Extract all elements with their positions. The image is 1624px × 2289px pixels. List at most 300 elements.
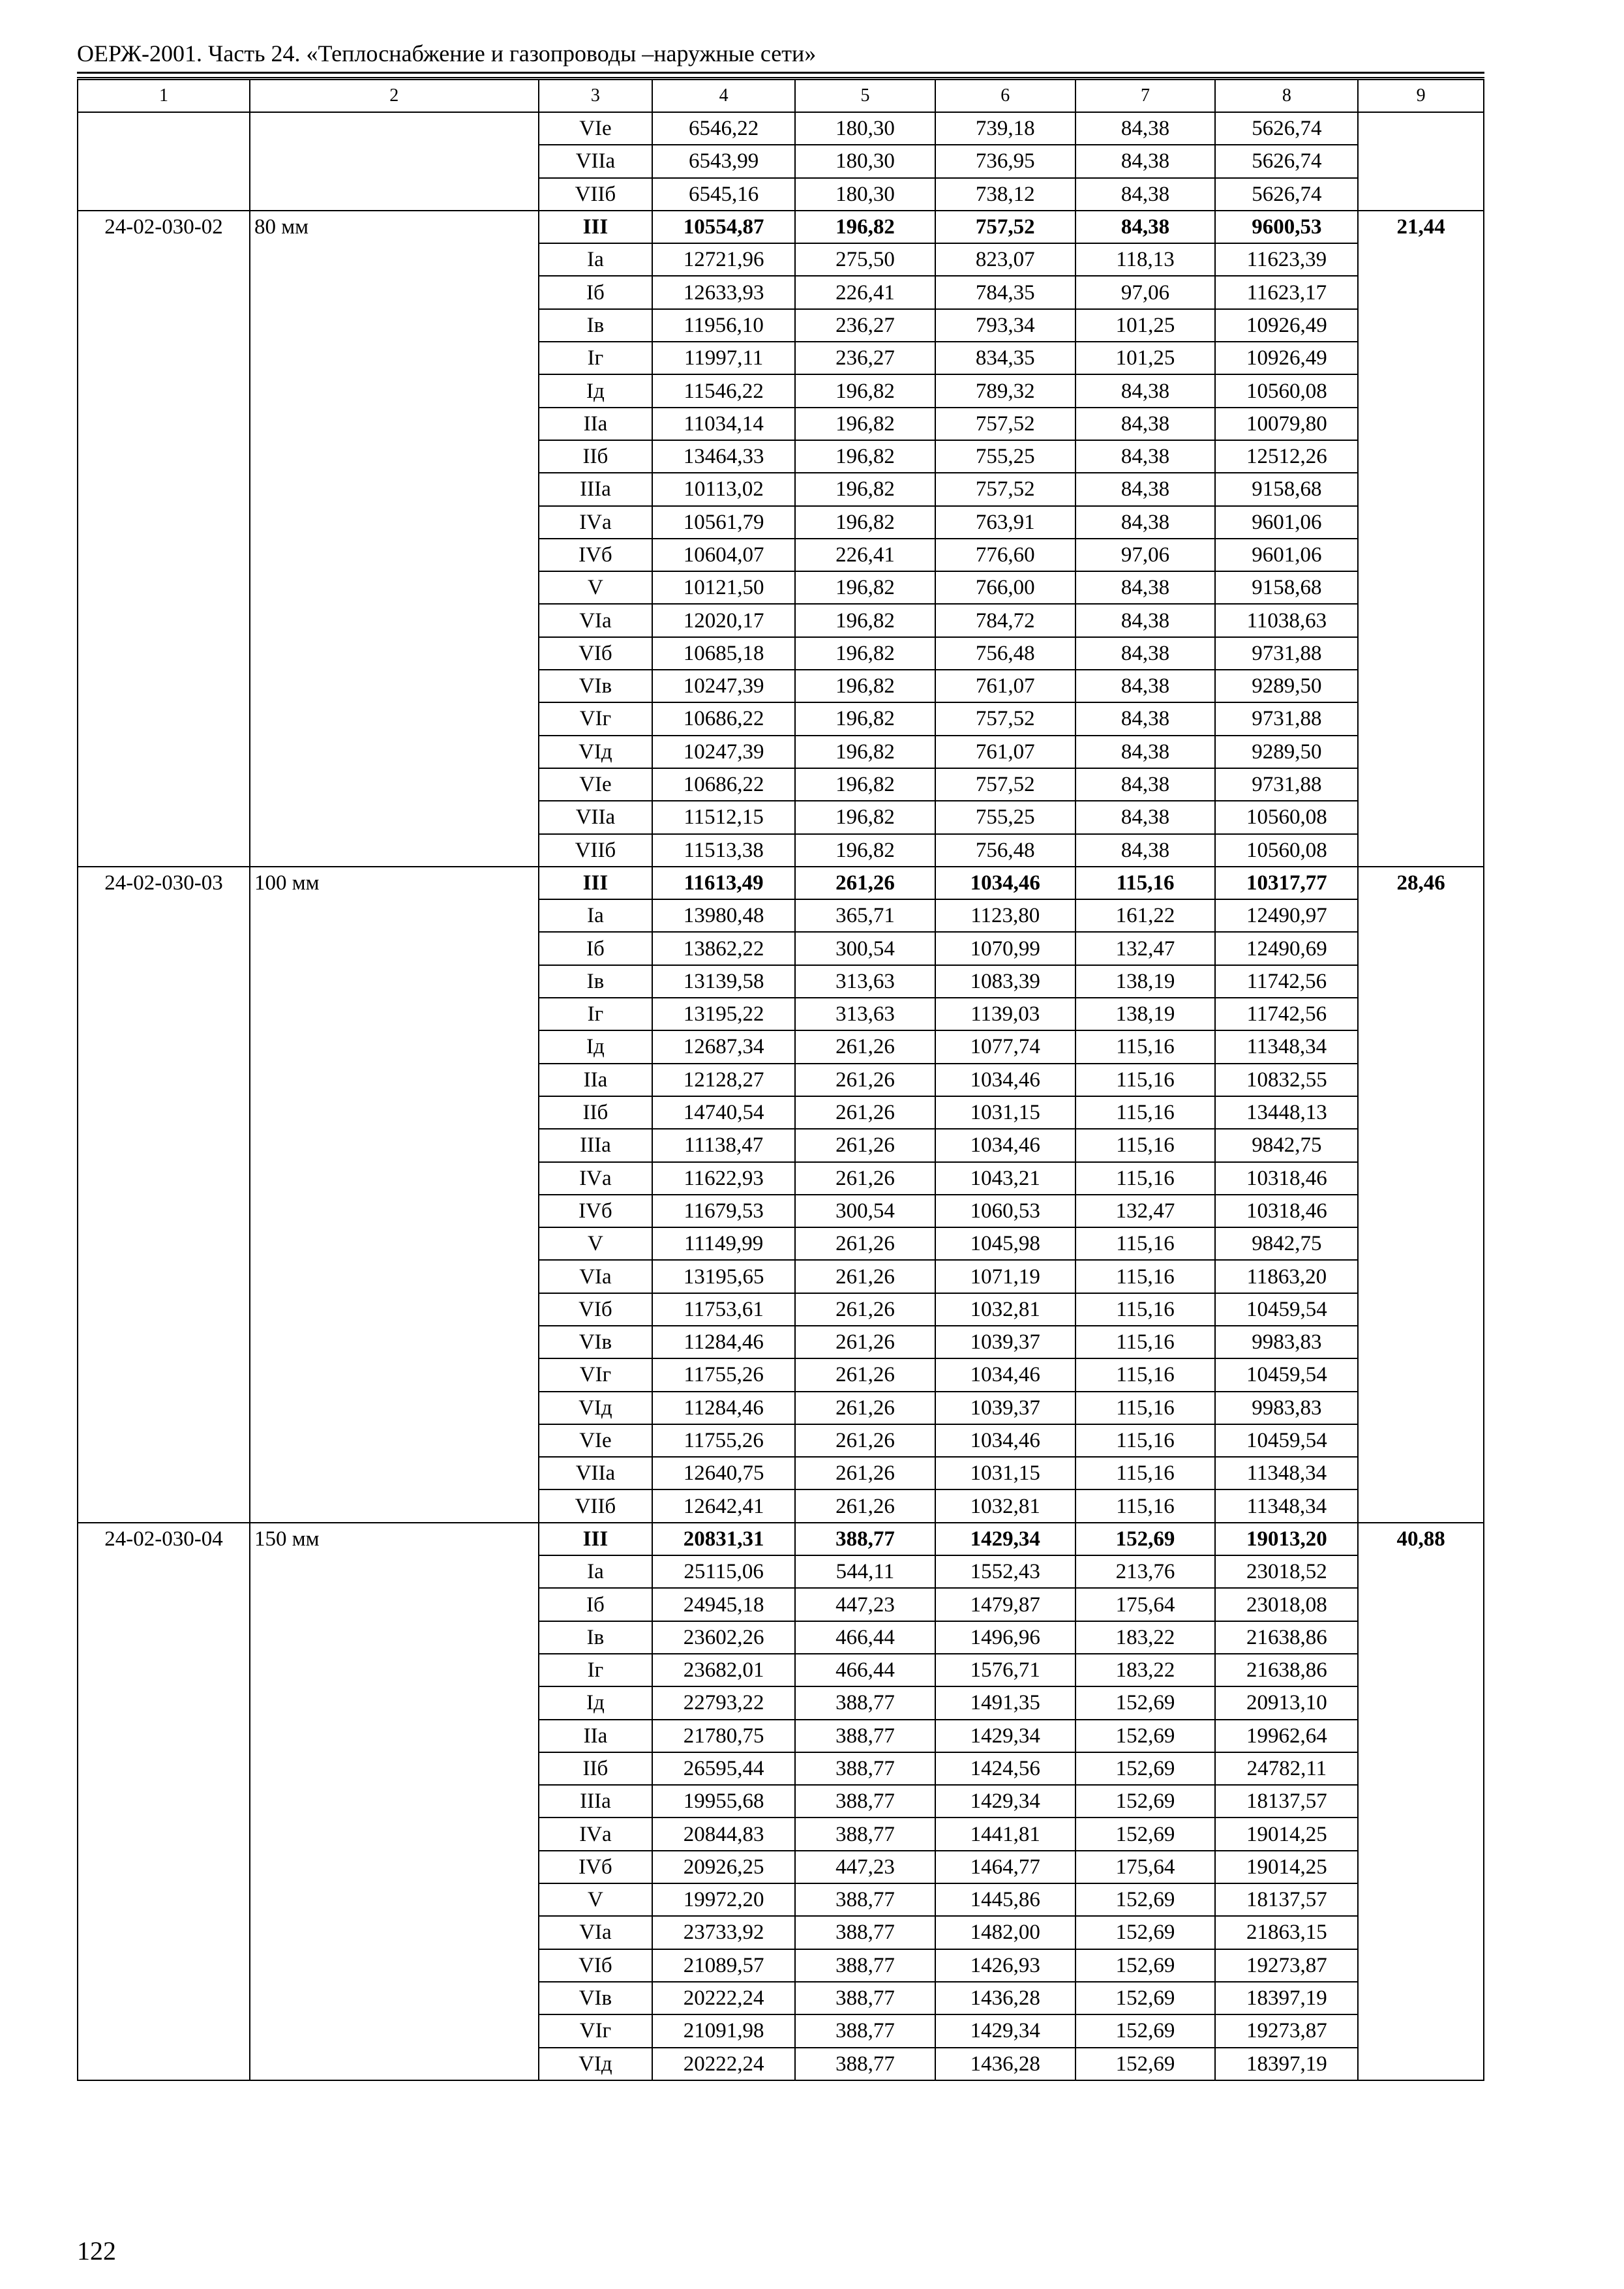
value-cell-c8: 10560,08 bbox=[1215, 834, 1358, 867]
value-cell-c8: 21863,15 bbox=[1215, 1916, 1358, 1949]
value-cell-c5: 236,27 bbox=[795, 342, 935, 374]
value-cell-c5: 180,30 bbox=[795, 178, 935, 211]
value-cell-c6: 1031,15 bbox=[935, 1096, 1075, 1129]
zone-cell: VIIб bbox=[539, 834, 653, 867]
value-cell-c6: 784,72 bbox=[935, 604, 1075, 636]
value-cell-c5: 261,26 bbox=[795, 867, 935, 899]
value-cell-c6: 1070,99 bbox=[935, 932, 1075, 965]
zone-cell: IIб bbox=[539, 1096, 653, 1129]
value-cell-c5: 196,82 bbox=[795, 604, 935, 636]
value-cell-c4: 10685,18 bbox=[652, 637, 795, 670]
value-cell-c4: 20222,24 bbox=[652, 1982, 795, 2014]
zone-cell: VIг bbox=[539, 702, 653, 735]
value-cell-c5: 388,77 bbox=[795, 1720, 935, 1752]
value-cell-c4: 12128,27 bbox=[652, 1064, 795, 1096]
value-cell-c5: 261,26 bbox=[795, 1326, 935, 1358]
zone-cell: Iв bbox=[539, 309, 653, 342]
rate-code-cell: 24-02-030-02 bbox=[78, 211, 250, 867]
value-cell-c7: 152,69 bbox=[1075, 1818, 1216, 1850]
value-cell-c4: 11513,38 bbox=[652, 834, 795, 867]
table-row bbox=[78, 1523, 1484, 1555]
value-cell-c4: 11138,47 bbox=[652, 1129, 795, 1161]
header-rule-thick bbox=[77, 72, 1484, 74]
value-cell-c6: 1426,93 bbox=[935, 1949, 1075, 1982]
value-cell-c8: 19014,25 bbox=[1215, 1818, 1358, 1850]
zone-cell: VIб bbox=[539, 1949, 653, 1982]
value-cell-c4: 11753,61 bbox=[652, 1293, 795, 1326]
value-cell-c7: 84,38 bbox=[1075, 112, 1216, 145]
value-cell-c6: 1039,37 bbox=[935, 1392, 1075, 1424]
value-cell-c6: 757,52 bbox=[935, 473, 1075, 505]
value-cell-c5: 196,82 bbox=[795, 211, 935, 243]
value-cell-c4: 6543,99 bbox=[652, 145, 795, 177]
value-cell-c5: 544,11 bbox=[795, 1555, 935, 1588]
value-cell-c8: 10079,80 bbox=[1215, 408, 1358, 440]
value-cell-c6: 1032,81 bbox=[935, 1293, 1075, 1326]
value-cell-c5: 388,77 bbox=[795, 1523, 935, 1555]
value-cell-c6: 761,07 bbox=[935, 670, 1075, 702]
value-cell-c4: 6545,16 bbox=[652, 178, 795, 211]
value-cell-c5: 196,82 bbox=[795, 571, 935, 604]
value-cell-c4: 19972,20 bbox=[652, 1883, 795, 1916]
value-cell-c8: 18397,19 bbox=[1215, 2048, 1358, 2080]
value-cell-c7: 84,38 bbox=[1075, 670, 1216, 702]
value-cell-c5: 236,27 bbox=[795, 309, 935, 342]
value-cell-c7: 138,19 bbox=[1075, 998, 1216, 1030]
value-cell-c8: 11742,56 bbox=[1215, 965, 1358, 998]
value-cell-c7: 115,16 bbox=[1075, 1293, 1216, 1326]
column-number: 5 bbox=[795, 80, 935, 112]
rate-code-cell: 24-02-030-04 bbox=[78, 1523, 250, 2080]
value-cell-c5: 196,82 bbox=[795, 440, 935, 473]
value-cell-c8: 10459,54 bbox=[1215, 1424, 1358, 1457]
value-cell-c5: 388,77 bbox=[795, 1949, 935, 1982]
value-cell-c5: 261,26 bbox=[795, 1096, 935, 1129]
value-cell-c7: 152,69 bbox=[1075, 1916, 1216, 1949]
rate-code-cell: 24-02-030-03 bbox=[78, 867, 250, 1523]
value-cell-c7: 84,38 bbox=[1075, 178, 1216, 211]
value-cell-c5: 365,71 bbox=[795, 899, 935, 932]
value-cell-c4: 10247,39 bbox=[652, 670, 795, 702]
value-cell-c5: 388,77 bbox=[795, 1785, 935, 1818]
zone-cell: Iб bbox=[539, 932, 653, 965]
value-cell-c6: 1034,46 bbox=[935, 1129, 1075, 1161]
zone-cell: Iд bbox=[539, 1686, 653, 1719]
zone-cell: IVа bbox=[539, 1818, 653, 1850]
rate-code-cell bbox=[78, 112, 250, 211]
value-cell-c8: 9731,88 bbox=[1215, 637, 1358, 670]
zone-cell: VIв bbox=[539, 1326, 653, 1358]
value-cell-c8: 12490,97 bbox=[1215, 899, 1358, 932]
zone-cell: IVб bbox=[539, 539, 653, 571]
value-cell-c7: 115,16 bbox=[1075, 867, 1216, 899]
value-cell-c7: 97,06 bbox=[1075, 276, 1216, 308]
value-cell-c8: 12490,69 bbox=[1215, 932, 1358, 965]
value-cell-c8: 18137,57 bbox=[1215, 1785, 1358, 1818]
value-cell-c5: 388,77 bbox=[795, 1752, 935, 1785]
value-cell-c6: 1464,77 bbox=[935, 1851, 1075, 1883]
value-cell-c7: 84,38 bbox=[1075, 408, 1216, 440]
value-cell-c6: 1429,34 bbox=[935, 1523, 1075, 1555]
value-cell-c8: 10560,08 bbox=[1215, 374, 1358, 407]
zone-cell: Iд bbox=[539, 1030, 653, 1063]
value-cell-c4: 6546,22 bbox=[652, 112, 795, 145]
labor-cost-cell: 21,44 bbox=[1358, 211, 1484, 867]
value-cell-c4: 25115,06 bbox=[652, 1555, 795, 1588]
value-cell-c8: 9983,83 bbox=[1215, 1392, 1358, 1424]
value-cell-c8: 5626,74 bbox=[1215, 112, 1358, 145]
value-cell-c7: 101,25 bbox=[1075, 342, 1216, 374]
value-cell-c5: 196,82 bbox=[795, 408, 935, 440]
zone-cell: Iб bbox=[539, 276, 653, 308]
value-cell-c4: 10554,87 bbox=[652, 211, 795, 243]
value-cell-c7: 84,38 bbox=[1075, 801, 1216, 833]
pipe-diameter-cell: 150 мм bbox=[250, 1523, 539, 2080]
value-cell-c6: 1441,81 bbox=[935, 1818, 1075, 1850]
value-cell-c6: 757,52 bbox=[935, 768, 1075, 801]
value-cell-c7: 84,38 bbox=[1075, 604, 1216, 636]
value-cell-c8: 11348,34 bbox=[1215, 1030, 1358, 1063]
value-cell-c5: 196,82 bbox=[795, 473, 935, 505]
zone-cell: VIIб bbox=[539, 178, 653, 211]
zone-cell: IIа bbox=[539, 1064, 653, 1096]
value-cell-c4: 20222,24 bbox=[652, 2048, 795, 2080]
value-cell-c8: 9731,88 bbox=[1215, 702, 1358, 735]
value-cell-c7: 101,25 bbox=[1075, 309, 1216, 342]
zone-cell: VIIа bbox=[539, 801, 653, 833]
value-cell-c5: 196,82 bbox=[795, 736, 935, 768]
value-cell-c6: 739,18 bbox=[935, 112, 1075, 145]
value-cell-c7: 213,76 bbox=[1075, 1555, 1216, 1588]
zone-cell: VIе bbox=[539, 112, 653, 145]
value-cell-c4: 10604,07 bbox=[652, 539, 795, 571]
value-cell-c6: 757,52 bbox=[935, 211, 1075, 243]
zone-cell: IVа bbox=[539, 1162, 653, 1195]
value-cell-c4: 21089,57 bbox=[652, 1949, 795, 1982]
value-cell-c5: 261,26 bbox=[795, 1227, 935, 1260]
value-cell-c7: 115,16 bbox=[1075, 1162, 1216, 1195]
value-cell-c5: 196,82 bbox=[795, 768, 935, 801]
value-cell-c4: 24945,18 bbox=[652, 1588, 795, 1621]
zone-cell: III bbox=[539, 211, 653, 243]
value-cell-c8: 9289,50 bbox=[1215, 670, 1358, 702]
value-cell-c7: 115,16 bbox=[1075, 1260, 1216, 1293]
zone-cell: VIг bbox=[539, 2014, 653, 2047]
value-cell-c7: 115,16 bbox=[1075, 1030, 1216, 1063]
value-cell-c6: 1034,46 bbox=[935, 1424, 1075, 1457]
value-cell-c8: 21638,86 bbox=[1215, 1654, 1358, 1686]
value-cell-c7: 84,38 bbox=[1075, 834, 1216, 867]
value-cell-c7: 152,69 bbox=[1075, 1720, 1216, 1752]
value-cell-c4: 11284,46 bbox=[652, 1326, 795, 1358]
value-cell-c8: 10459,54 bbox=[1215, 1293, 1358, 1326]
value-cell-c7: 115,16 bbox=[1075, 1326, 1216, 1358]
value-cell-c5: 196,82 bbox=[795, 834, 935, 867]
value-cell-c6: 834,35 bbox=[935, 342, 1075, 374]
value-cell-c5: 466,44 bbox=[795, 1654, 935, 1686]
value-cell-c5: 388,77 bbox=[795, 2014, 935, 2047]
header-rule-thin bbox=[77, 77, 1484, 78]
zone-cell: Iа bbox=[539, 243, 653, 276]
value-cell-c5: 447,23 bbox=[795, 1588, 935, 1621]
value-cell-c4: 11956,10 bbox=[652, 309, 795, 342]
value-cell-c6: 1496,96 bbox=[935, 1621, 1075, 1654]
value-cell-c5: 196,82 bbox=[795, 637, 935, 670]
value-cell-c6: 1039,37 bbox=[935, 1326, 1075, 1358]
value-cell-c5: 261,26 bbox=[795, 1392, 935, 1424]
column-number: 7 bbox=[1075, 80, 1216, 112]
zone-cell: IIIа bbox=[539, 1129, 653, 1161]
value-cell-c7: 97,06 bbox=[1075, 539, 1216, 571]
zone-cell: VIе bbox=[539, 768, 653, 801]
value-cell-c5: 226,41 bbox=[795, 276, 935, 308]
value-cell-c5: 388,77 bbox=[795, 1982, 935, 2014]
table-body bbox=[78, 80, 1484, 2080]
value-cell-c5: 300,54 bbox=[795, 932, 935, 965]
value-cell-c8: 19014,25 bbox=[1215, 1851, 1358, 1883]
value-cell-c7: 175,64 bbox=[1075, 1588, 1216, 1621]
value-cell-c7: 138,19 bbox=[1075, 965, 1216, 998]
value-cell-c4: 21091,98 bbox=[652, 2014, 795, 2047]
value-cell-c6: 1491,35 bbox=[935, 1686, 1075, 1719]
value-cell-c4: 11284,46 bbox=[652, 1392, 795, 1424]
value-cell-c8: 9601,06 bbox=[1215, 539, 1358, 571]
table-row bbox=[78, 112, 1484, 145]
value-cell-c7: 183,22 bbox=[1075, 1654, 1216, 1686]
value-cell-c7: 152,69 bbox=[1075, 1523, 1216, 1555]
zone-cell: Iг bbox=[539, 1654, 653, 1686]
value-cell-c5: 261,26 bbox=[795, 1129, 935, 1161]
value-cell-c7: 115,16 bbox=[1075, 1392, 1216, 1424]
value-cell-c6: 1424,56 bbox=[935, 1752, 1075, 1785]
zone-cell: VIг bbox=[539, 1358, 653, 1391]
value-cell-c6: 1139,03 bbox=[935, 998, 1075, 1030]
value-cell-c7: 152,69 bbox=[1075, 1785, 1216, 1818]
zone-cell: VIб bbox=[539, 1293, 653, 1326]
value-cell-c8: 10560,08 bbox=[1215, 801, 1358, 833]
value-cell-c5: 180,30 bbox=[795, 145, 935, 177]
rates-table bbox=[77, 79, 1484, 2081]
value-cell-c6: 776,60 bbox=[935, 539, 1075, 571]
value-cell-c6: 793,34 bbox=[935, 309, 1075, 342]
zone-cell: IIб bbox=[539, 440, 653, 473]
zone-cell: IVб bbox=[539, 1195, 653, 1227]
zone-cell: Iв bbox=[539, 965, 653, 998]
pipe-diameter-cell: 100 мм bbox=[250, 867, 539, 1523]
value-cell-c4: 13464,33 bbox=[652, 440, 795, 473]
column-number: 3 bbox=[539, 80, 653, 112]
zone-cell: Iд bbox=[539, 374, 653, 407]
value-cell-c5: 261,26 bbox=[795, 1424, 935, 1457]
value-cell-c8: 11348,34 bbox=[1215, 1489, 1358, 1522]
value-cell-c8: 11623,17 bbox=[1215, 276, 1358, 308]
value-cell-c5: 466,44 bbox=[795, 1621, 935, 1654]
value-cell-c5: 388,77 bbox=[795, 1916, 935, 1949]
value-cell-c8: 11863,20 bbox=[1215, 1260, 1358, 1293]
value-cell-c8: 10317,77 bbox=[1215, 867, 1358, 899]
value-cell-c5: 388,77 bbox=[795, 1818, 935, 1850]
column-number: 6 bbox=[935, 80, 1075, 112]
value-cell-c8: 10459,54 bbox=[1215, 1358, 1358, 1391]
value-cell-c4: 12633,93 bbox=[652, 276, 795, 308]
value-cell-c7: 115,16 bbox=[1075, 1424, 1216, 1457]
value-cell-c4: 11622,93 bbox=[652, 1162, 795, 1195]
value-cell-c8: 10926,49 bbox=[1215, 342, 1358, 374]
value-cell-c8: 10926,49 bbox=[1215, 309, 1358, 342]
value-cell-c5: 313,63 bbox=[795, 965, 935, 998]
value-cell-c7: 115,16 bbox=[1075, 1227, 1216, 1260]
table-row bbox=[78, 867, 1484, 899]
zone-cell: VIа bbox=[539, 1916, 653, 1949]
value-cell-c6: 1034,46 bbox=[935, 1358, 1075, 1391]
labor-cost-cell: 40,88 bbox=[1358, 1523, 1484, 2080]
value-cell-c8: 11038,63 bbox=[1215, 604, 1358, 636]
value-cell-c8: 12512,26 bbox=[1215, 440, 1358, 473]
value-cell-c4: 10113,02 bbox=[652, 473, 795, 505]
value-cell-c7: 152,69 bbox=[1075, 2014, 1216, 2047]
value-cell-c6: 756,48 bbox=[935, 834, 1075, 867]
value-cell-c6: 1034,46 bbox=[935, 1064, 1075, 1096]
value-cell-c7: 152,69 bbox=[1075, 2048, 1216, 2080]
value-cell-c4: 14740,54 bbox=[652, 1096, 795, 1129]
value-cell-c4: 19955,68 bbox=[652, 1785, 795, 1818]
zone-cell: IIб bbox=[539, 1752, 653, 1785]
value-cell-c8: 11742,56 bbox=[1215, 998, 1358, 1030]
page-number: 122 bbox=[77, 2236, 116, 2266]
value-cell-c8: 21638,86 bbox=[1215, 1621, 1358, 1654]
value-cell-c6: 1552,43 bbox=[935, 1555, 1075, 1588]
zone-cell: Iв bbox=[539, 1621, 653, 1654]
value-cell-c8: 19273,87 bbox=[1215, 2014, 1358, 2047]
zone-cell: VIв bbox=[539, 670, 653, 702]
zone-cell: III bbox=[539, 1523, 653, 1555]
value-cell-c5: 261,26 bbox=[795, 1358, 935, 1391]
value-cell-c6: 823,07 bbox=[935, 243, 1075, 276]
zone-cell: IVб bbox=[539, 1851, 653, 1883]
value-cell-c7: 115,16 bbox=[1075, 1129, 1216, 1161]
value-cell-c4: 10561,79 bbox=[652, 506, 795, 539]
value-cell-c6: 761,07 bbox=[935, 736, 1075, 768]
column-number: 4 bbox=[652, 80, 795, 112]
value-cell-c5: 261,26 bbox=[795, 1064, 935, 1096]
value-cell-c7: 115,16 bbox=[1075, 1096, 1216, 1129]
zone-cell: III bbox=[539, 867, 653, 899]
value-cell-c8: 9842,75 bbox=[1215, 1129, 1358, 1161]
value-cell-c6: 738,12 bbox=[935, 178, 1075, 211]
value-cell-c6: 1071,19 bbox=[935, 1260, 1075, 1293]
value-cell-c8: 19013,20 bbox=[1215, 1523, 1358, 1555]
value-cell-c5: 196,82 bbox=[795, 702, 935, 735]
value-cell-c4: 11512,15 bbox=[652, 801, 795, 833]
zone-cell: VIе bbox=[539, 1424, 653, 1457]
value-cell-c8: 19962,64 bbox=[1215, 1720, 1358, 1752]
column-number: 9 bbox=[1358, 80, 1484, 112]
value-cell-c6: 1083,39 bbox=[935, 965, 1075, 998]
value-cell-c8: 23018,52 bbox=[1215, 1555, 1358, 1588]
value-cell-c7: 115,16 bbox=[1075, 1358, 1216, 1391]
value-cell-c4: 23602,26 bbox=[652, 1621, 795, 1654]
value-cell-c7: 118,13 bbox=[1075, 243, 1216, 276]
zone-cell: VIIа bbox=[539, 1457, 653, 1489]
value-cell-c4: 23733,92 bbox=[652, 1916, 795, 1949]
value-cell-c7: 115,16 bbox=[1075, 1489, 1216, 1522]
value-cell-c8: 19273,87 bbox=[1215, 1949, 1358, 1982]
value-cell-c6: 756,48 bbox=[935, 637, 1075, 670]
value-cell-c5: 261,26 bbox=[795, 1162, 935, 1195]
value-cell-c8: 9842,75 bbox=[1215, 1227, 1358, 1260]
value-cell-c7: 152,69 bbox=[1075, 1752, 1216, 1785]
value-cell-c4: 11034,14 bbox=[652, 408, 795, 440]
value-cell-c4: 11546,22 bbox=[652, 374, 795, 407]
value-cell-c4: 11613,49 bbox=[652, 867, 795, 899]
value-cell-c8: 23018,08 bbox=[1215, 1588, 1358, 1621]
value-cell-c4: 26595,44 bbox=[652, 1752, 795, 1785]
value-cell-c7: 175,64 bbox=[1075, 1851, 1216, 1883]
value-cell-c5: 261,26 bbox=[795, 1489, 935, 1522]
value-cell-c8: 9158,68 bbox=[1215, 571, 1358, 604]
page-header-title: ОЕРЖ-2001. Часть 24. «Теплоснабжение и газопроводы –наружные сети» bbox=[77, 40, 817, 67]
column-number: 1 bbox=[78, 80, 250, 112]
value-cell-c4: 11755,26 bbox=[652, 1358, 795, 1391]
zone-cell: VIIб bbox=[539, 1489, 653, 1522]
value-cell-c8: 9158,68 bbox=[1215, 473, 1358, 505]
value-cell-c4: 12020,17 bbox=[652, 604, 795, 636]
zone-cell: V bbox=[539, 1227, 653, 1260]
value-cell-c5: 388,77 bbox=[795, 2048, 935, 2080]
value-cell-c7: 183,22 bbox=[1075, 1621, 1216, 1654]
value-cell-c8: 11623,39 bbox=[1215, 243, 1358, 276]
value-cell-c4: 11997,11 bbox=[652, 342, 795, 374]
value-cell-c5: 196,82 bbox=[795, 670, 935, 702]
zone-cell: VIв bbox=[539, 1982, 653, 2014]
value-cell-c4: 10247,39 bbox=[652, 736, 795, 768]
value-cell-c8: 10318,46 bbox=[1215, 1195, 1358, 1227]
value-cell-c7: 115,16 bbox=[1075, 1457, 1216, 1489]
value-cell-c7: 115,16 bbox=[1075, 1064, 1216, 1096]
value-cell-c4: 10686,22 bbox=[652, 768, 795, 801]
zone-cell: Iа bbox=[539, 899, 653, 932]
value-cell-c8: 9600,53 bbox=[1215, 211, 1358, 243]
value-cell-c5: 261,26 bbox=[795, 1260, 935, 1293]
zone-cell: IIIа bbox=[539, 473, 653, 505]
value-cell-c8: 5626,74 bbox=[1215, 178, 1358, 211]
value-cell-c8: 18397,19 bbox=[1215, 1982, 1358, 2014]
value-cell-c5: 196,82 bbox=[795, 506, 935, 539]
value-cell-c6: 1479,87 bbox=[935, 1588, 1075, 1621]
value-cell-c8: 13448,13 bbox=[1215, 1096, 1358, 1129]
value-cell-c7: 152,69 bbox=[1075, 1883, 1216, 1916]
zone-cell: VIд bbox=[539, 2048, 653, 2080]
value-cell-c6: 757,52 bbox=[935, 702, 1075, 735]
value-cell-c6: 1077,74 bbox=[935, 1030, 1075, 1063]
zone-cell: IIа bbox=[539, 408, 653, 440]
value-cell-c5: 313,63 bbox=[795, 998, 935, 1030]
value-cell-c8: 9731,88 bbox=[1215, 768, 1358, 801]
value-cell-c4: 10686,22 bbox=[652, 702, 795, 735]
value-cell-c5: 275,50 bbox=[795, 243, 935, 276]
value-cell-c6: 1429,34 bbox=[935, 1720, 1075, 1752]
value-cell-c4: 13195,65 bbox=[652, 1260, 795, 1293]
value-cell-c7: 84,38 bbox=[1075, 702, 1216, 735]
zone-cell: VIа bbox=[539, 1260, 653, 1293]
value-cell-c7: 84,38 bbox=[1075, 506, 1216, 539]
value-cell-c5: 226,41 bbox=[795, 539, 935, 571]
value-cell-c4: 13980,48 bbox=[652, 899, 795, 932]
value-cell-c7: 152,69 bbox=[1075, 1686, 1216, 1719]
value-cell-c5: 196,82 bbox=[795, 801, 935, 833]
value-cell-c6: 1429,34 bbox=[935, 2014, 1075, 2047]
value-cell-c7: 84,38 bbox=[1075, 571, 1216, 604]
